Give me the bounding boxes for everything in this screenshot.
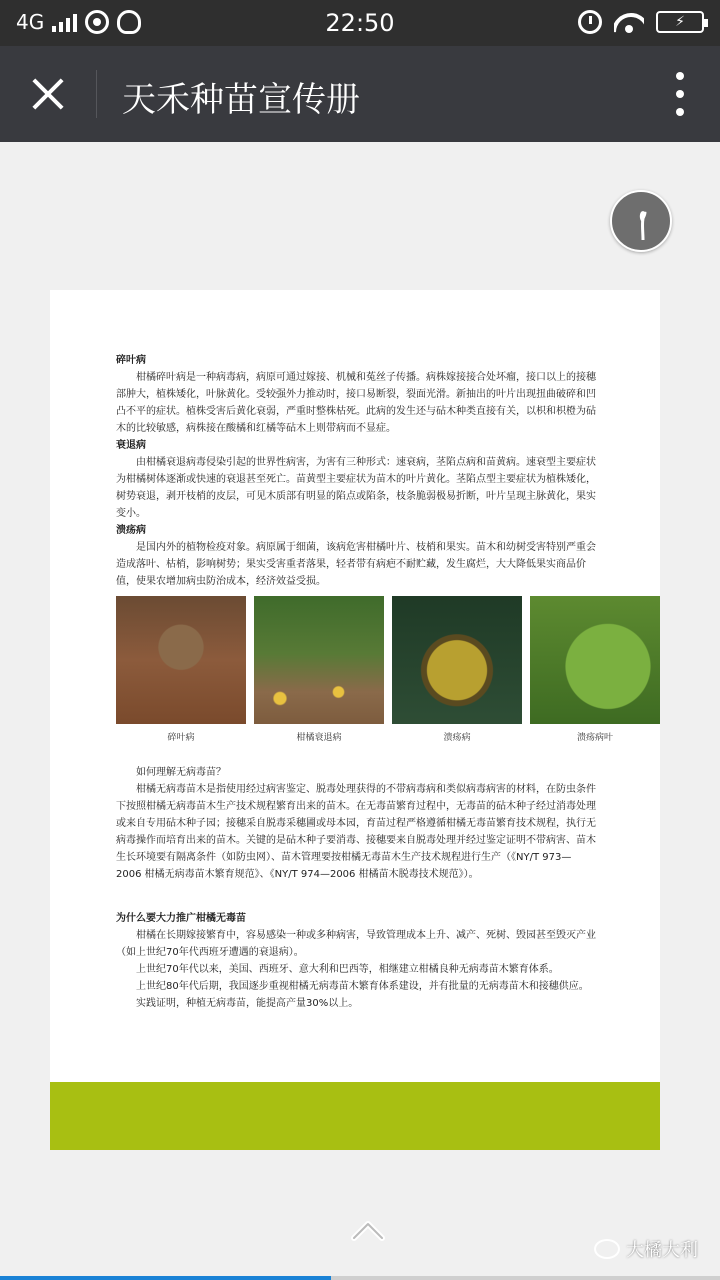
brand-logo-icon[interactable] <box>610 190 672 252</box>
wifi-icon <box>614 11 644 33</box>
heading-promotion: 为什么要大力推广柑橘无毒苗 <box>116 913 246 924</box>
photo-sui-ye-bing <box>116 596 246 724</box>
page-title: 天禾种苗宣传册 <box>122 80 360 120</box>
watermark-text: 大橘大利 <box>626 1240 698 1261</box>
para-shuai-tui-bing: 由柑橘衰退病毒侵染引起的世界性病害，为害有三种形式：速衰病，茎陷点病和苗黄病。速衰型主要症状为柑橘树体逐渐或快速的衰退甚至死亡。苗黄型主要症状为苗木的叶片黄化。茎陷点型主要症状为植株矮化，树势衰退，剥开枝梢的皮层，可见木质部有明显的陷点或陷条，枝条脆弱极易折断，叶片呈现主脉黄化，果实变小。 <box>116 457 596 519</box>
photo-kui-yang-bing <box>392 596 522 724</box>
section-virus-free <box>116 764 596 883</box>
para-promotion-1: 柑橘在长期嫁接繁育中，容易感染一种或多种病害，导致管理成本上升、减产、死树、毁园甚至毁灭产业（如上世纪70年代西班牙遭遇的衰退病）。 <box>116 930 596 958</box>
photo-shuai-tui-bing <box>254 596 384 724</box>
content-area[interactable] <box>0 142 720 1280</box>
heading-kui-yang-bing: 溃疡病 <box>116 525 146 536</box>
photo-captions <box>116 730 660 744</box>
more-menu-icon[interactable] <box>674 72 686 116</box>
para-promotion-2: 上世纪70年代以来，美国、西班牙、意大利和巴西等，相继建立柑橘良种无病毒苗木繁育体系。 <box>136 964 559 975</box>
status-right <box>578 10 704 34</box>
para-sui-ye-bing: 柑橘碎叶病是一种病毒病，病原可通过嫁接、机械和菟丝子传播。病株嫁接接合处坏瘤，接口以上的接穗部肿大，植株矮化，叶脉黄化。受较强外力推动时，接口易断裂，裂面光滑。新抽出的叶片出现扭曲破碎和凹凸不平的症状。植株受害后黄化衰弱，严重时整株枯死。此病的发生还与砧木种类直接有关，以枳和枳橙为砧木的比较敏感，病株接在酸橘和红橘等砧木上则带病而不显症。 <box>116 372 596 434</box>
divider <box>96 70 97 118</box>
wechat-icon <box>594 1239 620 1259</box>
status-time: 22:50 <box>325 9 395 37</box>
heading-sui-ye-bing: 碎叶病 <box>116 355 146 366</box>
green-footer-band <box>50 1082 660 1150</box>
brochure-page <box>50 290 660 1150</box>
para-kui-yang-bing: 是国内外的植物检疫对象。病原属于细菌，该病危害柑橘叶片、枝梢和果实。苗木和幼树受害特别严重会造成落叶、枯梢，影响树势；果实受害重者落果，轻者带有病疤不耐贮藏，发生腐烂，大大降低果实商品价值，使果农增加病虫防治成本，经济效益受损。 <box>116 542 596 587</box>
caption-4: 溃疡病叶 <box>576 733 613 743</box>
heading-shuai-tui-bing: 衰退病 <box>116 440 146 451</box>
chevron-up-icon[interactable] <box>348 1210 388 1250</box>
caption-1: 碎叶病 <box>167 733 195 743</box>
disease-photos <box>116 596 660 724</box>
para-virus-free: 柑橘无病毒苗木是指使用经过病害鉴定、脱毒处理获得的不带病毒病和类似病毒病害的材料，在防虫条件下按照柑橘无病毒苗木生产技术规程繁育出来的苗木。在无毒苗繁育过程中，无毒苗的砧木种子经过消毒处理或来自专用砧木种子园；接穗采自脱毒采穗圃或母本园，育苗过程严格遵循柑橘无毒苗繁育技术规程，执行无病毒操作而培育出来的苗木。关键的是砧木种子要消毒、接穗要来自脱毒处理并经过鉴定证明不带病害、苗木生长环境要有隔离条件（如防虫网）、苗木管理要按柑橘无毒苗木生产技术规程进行生产（《NY/T 973—2006 柑橘无病毒苗木繁育规范》、《NY/T 974—2006 柑橘苗木脱毒技术规范》）。 <box>116 784 596 880</box>
para-promotion-3: 上世纪80年代后期，我国逐步重视柑橘无病毒苗木繁育体系建设，并有批量的无病毒苗木和接穗供应。 <box>136 981 589 992</box>
photo-kui-yang-bing-ye <box>530 596 660 724</box>
title-bar <box>0 46 720 142</box>
network-type: 4G <box>16 10 45 34</box>
close-icon[interactable] <box>26 72 70 116</box>
battery-charging-icon: ⚡ <box>656 11 704 33</box>
page-progress-bar <box>0 1276 720 1280</box>
account-watermark <box>594 1236 698 1262</box>
caption-2: 柑橘衰退病 <box>296 733 342 743</box>
section-diseases <box>116 352 596 590</box>
heading-virus-free: 如何理解无病毒苗？ <box>136 767 226 778</box>
para-promotion-4: 实践证明，种植无病毒苗，能提高产量30%以上。 <box>136 998 359 1009</box>
section-promotion <box>116 910 596 1012</box>
status-bar <box>0 0 720 46</box>
alarm-icon <box>578 10 602 34</box>
caption-3: 溃疡病 <box>443 733 471 743</box>
progress-fill <box>0 1276 331 1280</box>
